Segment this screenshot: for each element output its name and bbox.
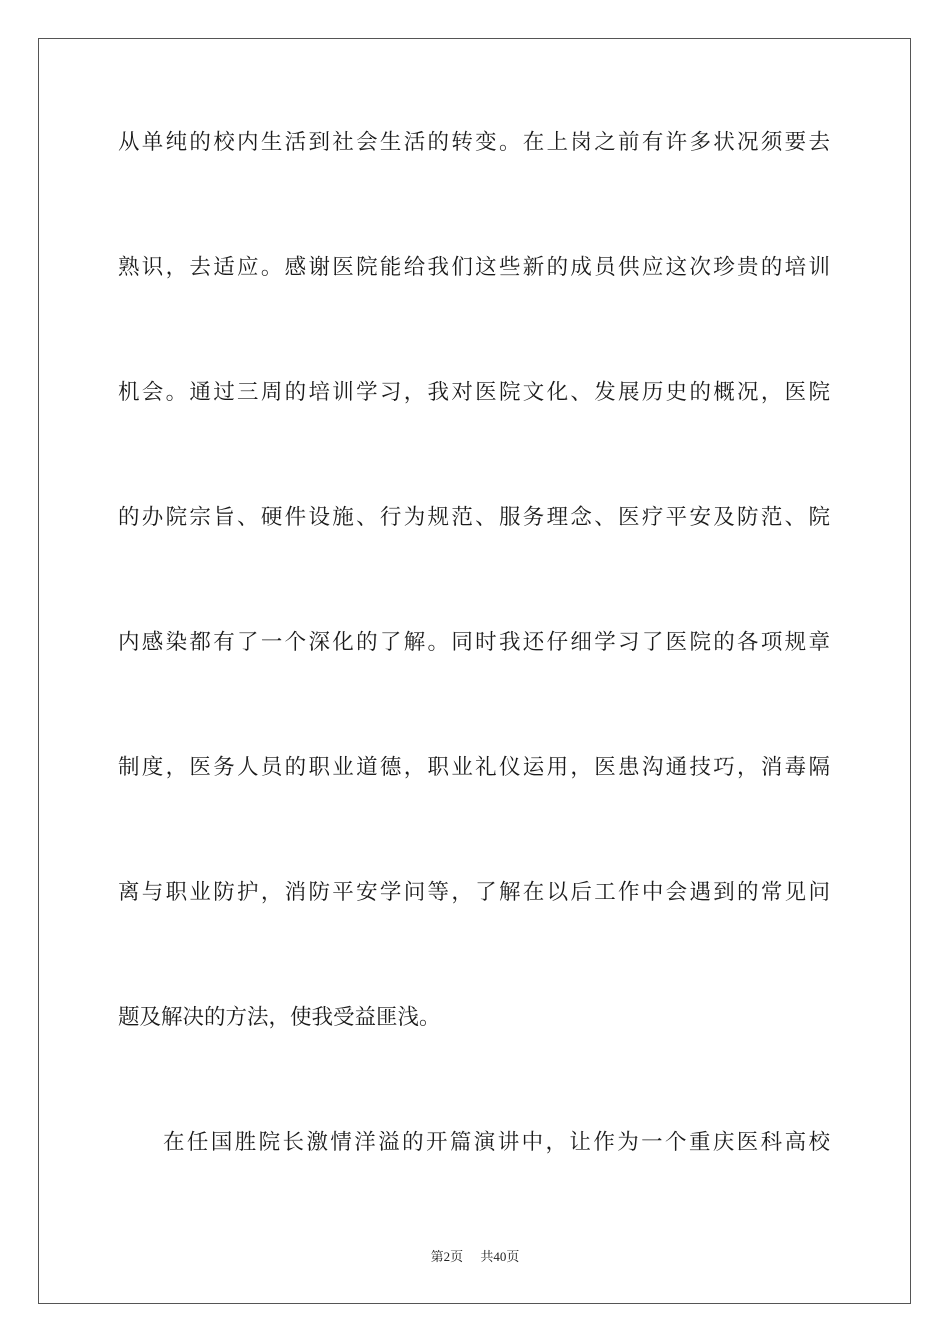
paragraph-line: 从单纯的校内生活到社会生活的转变。在上岗之前有许多状况须要去 — [118, 130, 830, 155]
paragraph-line: 机会。通过三周的培训学习，我对医院文化、发展历史的概况，医院 — [118, 380, 830, 405]
paragraph-line: 在任国胜院长激情洋溢的开篇演讲中，让作为一个重庆医科高校 — [163, 1130, 830, 1155]
paragraph-line: 内感染都有了一个深化的了解。同时我还仔细学习了医院的各项规章 — [118, 630, 830, 655]
paragraph-line: 题及解决的方法，使我受益匪浅。 — [118, 1005, 441, 1030]
paragraph-line: 熟识，去适应。感谢医院能给我们这些新的成员供应这次珍贵的培训 — [118, 255, 830, 280]
page-number: 第2页 — [430, 1249, 464, 1264]
page-total: 共40页 — [480, 1249, 520, 1264]
paragraph-line: 离与职业防护，消防平安学问等，了解在以后工作中会遇到的常见问 — [118, 880, 830, 905]
page-footer — [0, 1246, 950, 1265]
document-body — [118, 130, 830, 1255]
paragraph-line: 制度，医务人员的职业道德，职业礼仪运用，医患沟通技巧，消毒隔 — [118, 755, 830, 780]
paragraph-line: 的办院宗旨、硬件设施、行为规范、服务理念、医疗平安及防范、院 — [118, 505, 830, 530]
